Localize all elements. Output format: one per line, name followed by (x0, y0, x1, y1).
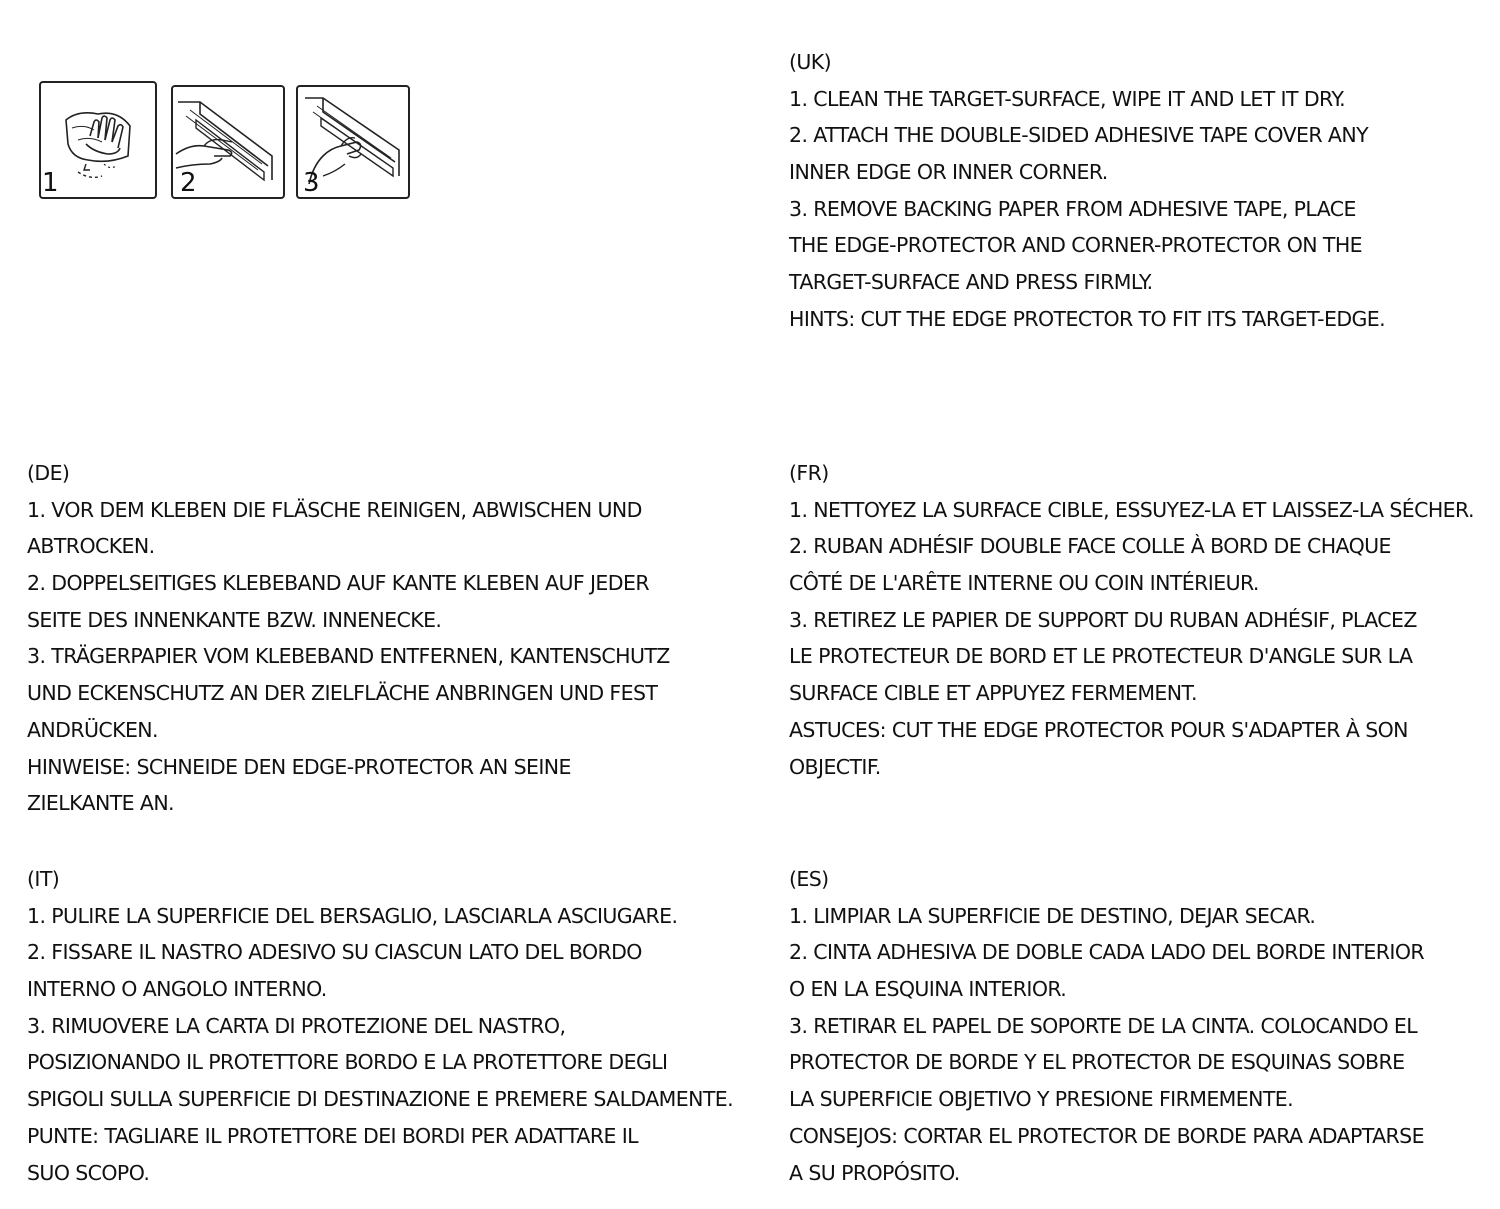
uk-line: THE EDGE-PROTECTOR AND CORNER-PROTECTOR ON THE (789, 233, 1363, 258)
es-line: 1. LIMPIAR LA SUPERFICIE DE DESTINO, DEJAR SECAR. (789, 903, 1316, 928)
es-line: A SU PROPÓSITO. (789, 1160, 960, 1185)
uk-line: 1. CLEAN THE TARGET-SURFACE, WIPE IT AND LET IT DRY. (789, 86, 1346, 111)
de-line: UND ECKENSCHUTZ AN DER ZIELFLÄCHE ANBRINGEN UND FEST (27, 681, 658, 706)
it-line: SUO SCOPO. (27, 1160, 150, 1185)
uk-line: HINTS: CUT THE EDGE PROTECTOR TO FIT ITS TARGET-EDGE. (789, 306, 1386, 331)
es-heading: (ES) (789, 867, 829, 891)
instruction-steps-figure (38, 80, 412, 204)
it-line: 1. PULIRE LA SUPERFICIE DEL BERSAGLIO, LASCIARLA ASCIUGARE. (27, 903, 678, 928)
it-line: INTERNO O ANGOLO INTERNO. (27, 977, 327, 1002)
step-2-number: 2 (180, 168, 197, 198)
step-1-panel (38, 80, 158, 200)
fr-line: 2. RUBAN ADHÉSIF DOUBLE FACE COLLE À BORD DE CHAQUE (789, 534, 1391, 559)
uk-line: 2. ATTACH THE DOUBLE-SIDED ADHESIVE TAPE COVER ANY (789, 123, 1368, 148)
instructions-de (27, 455, 670, 822)
fr-line: LE PROTECTEUR DE BORD ET LE PROTECTEUR D'ANGLE SUR LA (789, 644, 1413, 669)
step-1-number: 1 (42, 168, 59, 198)
it-heading: (IT) (27, 867, 60, 891)
de-line: ABTROCKEN. (27, 534, 155, 559)
it-line: SPIGOLI SULLA SUPERFICIE DI DESTINAZIONE E PREMERE SALDAMENTE. (27, 1087, 734, 1112)
step-2-panel (170, 80, 286, 200)
de-line: SEITE DES INNENKANTE BZW. INNENECKE. (27, 607, 442, 632)
es-line: O EN LA ESQUINA INTERIOR. (789, 977, 1067, 1002)
it-line: 2. FISSARE IL NASTRO ADESIVO SU CIASCUN LATO DEL BORDO (27, 940, 642, 965)
fr-heading: (FR) (789, 461, 829, 485)
step-3-panel (295, 80, 411, 200)
fr-line: SURFACE CIBLE ET APPUYEZ FERMEMENT. (789, 681, 1197, 706)
instructions-it (27, 861, 733, 1191)
instructions-fr (789, 455, 1474, 785)
es-line: CONSEJOS: CORTAR EL PROTECTOR DE BORDE PARA ADAPTARSE (789, 1123, 1424, 1148)
de-line: 1. VOR DEM KLEBEN DIE FLÄSCHE REINIGEN, ABWISCHEN UND (27, 497, 642, 522)
instructions-es (789, 861, 1424, 1191)
es-line: PROTECTOR DE BORDE Y EL PROTECTOR DE ESQUINAS SOBRE (789, 1050, 1405, 1075)
uk-line: TARGET-SURFACE AND PRESS FIRMLY. (789, 270, 1153, 295)
instructions-uk (789, 44, 1385, 338)
fr-line: 3. RETIREZ LE PAPIER DE SUPPORT DU RUBAN ADHÉSIF, PLACEZ (789, 607, 1417, 632)
es-line: 3. RETIRAR EL PAPEL DE SOPORTE DE LA CINTA. COLOCANDO EL (789, 1013, 1418, 1038)
fr-line: 1. NETTOYEZ LA SURFACE CIBLE, ESSUYEZ-LA ET LAISSEZ-LA SÉCHER. (789, 497, 1474, 522)
uk-line: INNER EDGE OR INNER CORNER. (789, 160, 1108, 185)
es-line: 2. CINTA ADHESIVA DE DOBLE CADA LADO DEL BORDE INTERIOR (789, 940, 1425, 965)
de-line: 3. TRÄGERPAPIER VOM KLEBEBAND ENTFERNEN, KANTENSCHUTZ (27, 644, 670, 669)
de-line: ANDRÜCKEN. (27, 717, 158, 742)
it-line: PUNTE: TAGLIARE IL PROTETTORE DEI BORDI PER ADATTARE IL (27, 1123, 638, 1148)
fr-line: ASTUCES: CUT THE EDGE PROTECTOR POUR S'ADAPTER À SON (789, 717, 1408, 742)
de-line: ZIELKANTE AN. (27, 791, 174, 816)
de-line: 2. DOPPELSEITIGES KLEBEBAND AUF KANTE KLEBEN AUF JEDER (27, 571, 649, 596)
de-line: HINWEISE: SCHNEIDE DEN EDGE-PROTECTOR AN SEINE (27, 754, 571, 779)
es-line: LA SUPERFICIE OBJETIVO Y PRESIONE FIRMEMENTE. (789, 1087, 1294, 1112)
step-3-number: 3 (303, 168, 320, 198)
fr-line: CÔTÉ DE L'ARÊTE INTERNE OU COIN INTÉRIEUR. (789, 571, 1259, 596)
fr-line: OBJECTIF. (789, 754, 881, 779)
uk-line: 3. REMOVE BACKING PAPER FROM ADHESIVE TAPE, PLACE (789, 196, 1356, 221)
it-line: 3. RIMUOVERE LA CARTA DI PROTEZIONE DEL NASTRO, (27, 1013, 566, 1038)
it-line: POSIZIONANDO IL PROTETTORE BORDO E LA PROTETTORE DEGLI (27, 1050, 668, 1075)
de-heading: (DE) (27, 461, 70, 485)
uk-heading: (UK) (789, 50, 832, 74)
